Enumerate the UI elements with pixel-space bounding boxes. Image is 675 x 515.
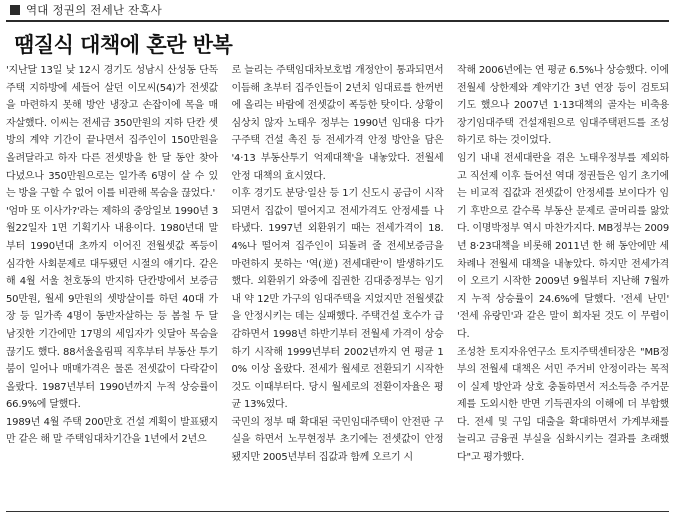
paragraph: 이후 경기도 분당·일산 등 1기 신도시 공급이 시작되면서 집값이 떨어지고 전세가격도 안정세를 나타냈다. 1997년 외환위기 때는 전세가격이 18.4%나 떨어져 집주인이 되돌려 줄 전세보증금을 마련하지 못하는 '역(逆) 전세대란'이 발생하기도 했다. 외환위기 와중에 집권한 김대중정부는 임기 내 약 12만 가구의 임대주택을 지었지만 전월셋값을 안정시키는 데는 실패했다. 주택건설 호수가 급감하면서 1998년 하반기부터 전월세 가격이 상승하기 시작해 1999년부터 2002년까지 연 평균 10% 이상 올랐다. 전세가 월세로 전환되기 시작한 것도 이때부터다. 당시 월세로의 전환이자율은 평균 13%였다. <box>231 188 444 411</box>
series-label: 역대 정권의 전세난 잔혹사 <box>26 3 162 17</box>
paragraph: 국민의 정부 때 확대된 국민임대주택이 안전판 구실을 하면서 노무현정부 초기에는 전셋값이 안정됐지만 2005년부터 집값과 함께 오르기 시 <box>231 416 444 464</box>
paragraph: 작해 2006년에는 연 평균 6.5%나 상승했다. 이에 전월세 상한제와 계약기간 3년 연장 등이 검토되기도 했으나 2007년 1·13대책의 골자는 비축용 장기임대주택 건설재원으로 임대주택펀드를 조성하기로 하는 것이었다. <box>457 65 670 147</box>
article-column-2 <box>232 62 444 467</box>
headline: 땜질식 대책에 혼란 반복 <box>14 32 233 57</box>
paragraph: 1989년 4월 주택 200만호 건설 계획이 발표됐지만 같은 해 말 주택임대차기간을 1년에서 2년으 <box>6 416 218 446</box>
article-column-1 <box>6 62 218 467</box>
bottom-divider <box>6 511 669 512</box>
series-header <box>6 0 669 22</box>
series-marker-icon <box>10 5 20 15</box>
article-column-3 <box>457 62 669 467</box>
paragraph: '지난달 13일 낮 12시 경기도 성남시 산성동 단독주택 지하방에 세들어 살던 이모씨(54)가 전셋값을 마련하지 못해 방안 냉장고 손잡이에 목을 매 자살했다. 이씨는 전세금 350만원의 지하 단칸 셋방의 계약 기간이 끝나면서 집주인이 150만원을 올려달라고 하자 다른 전셋방을 한 달 동안 찾아 다녔으나 350만원으로는 일가족 6명이 살 수 있는 방을 구할 수 없어 이를 비관해 목숨을 끊었다.' <box>6 65 218 200</box>
paragraph: 조성찬 토지자유연구소 토지주택센터장은 "MB정부의 전월세 대책은 서민 주거비 안정이라는 목적이 실제 방안과 상호 충돌하면서 저소득층 주거문제를 도외시한 반면 기득권자의 이해에 더 부합했다. 전세 및 구입 대출을 확대하면서 가계부채를 늘리고 금융권 부실을 심화시키는 결과를 초래했다"고 평가했다. <box>457 346 669 464</box>
paragraph: '엄마 또 이사가?'라는 제하의 중앙일보 1990년 3월22일자 1면 기획기사 내용이다. 1980년대 말부터 1990년대 초까지 이어진 전월셋값 폭등이 심각한 사회문제로 대두됐던 시절의 얘기다. 같은 해 4월 서울 천호동의 반지하 단칸방에서 보증금 50만원, 월세 9만원의 셋방살이를 하던 40대 가장 등 일가족 4명이 동반자살하는 등 봄철 두 달 남짓한 기간에만 17명의 세입자가 잇달아 목숨을 끊기도 했다. 88서울올림픽 직후부터 부동산 투기 붐이 일어나 매매가격은 물론 전셋값이 다락같이 올랐다. 1987년부터 1990년까지 누적 상승률이 66.9%에 달했다. <box>6 205 218 411</box>
paragraph: 로 늘리는 주택임대차보호법 개정안이 통과되면서 이듬해 초부터 집주인들이 2년치 임대료를 한꺼번에 올리는 바람에 전셋값이 폭등한 탓이다. 상황이 심상치 않자 노태우 정부는 1990년 임대용 다가구주택 건설 촉진 등 전세가격 안정 방안을 담은 '4·13 부동산투기 억제대책'을 내놓았다. 전월세 안정 대책의 효시였다. <box>231 65 444 182</box>
paragraph: 임기 내내 전세대란을 겪은 노태우정부를 제외하고 직선제 이후 들어선 역대 정권들은 임기 초기에는 비교적 집값과 전셋값이 안정세를 보이다가 임기 후반으로 갈수록 부동산 문제로 골머리를 앓았다. 이명박정부 역시 마찬가지다. MB정부는 2009년 8·23대책을 비롯해 2011년 한 해 동안에만 세 차례나 전월세 대책을 내놓았다. 하지만 전세가격이 오르기 시작한 2009년 9월부터 지난해 7월까지 누적 상승률이 24.6%에 달했다. '전세 난민' '전세 유랑민'과 같은 말이 회자된 것도 이 무렵이다. <box>457 152 669 340</box>
article-body <box>6 62 669 467</box>
